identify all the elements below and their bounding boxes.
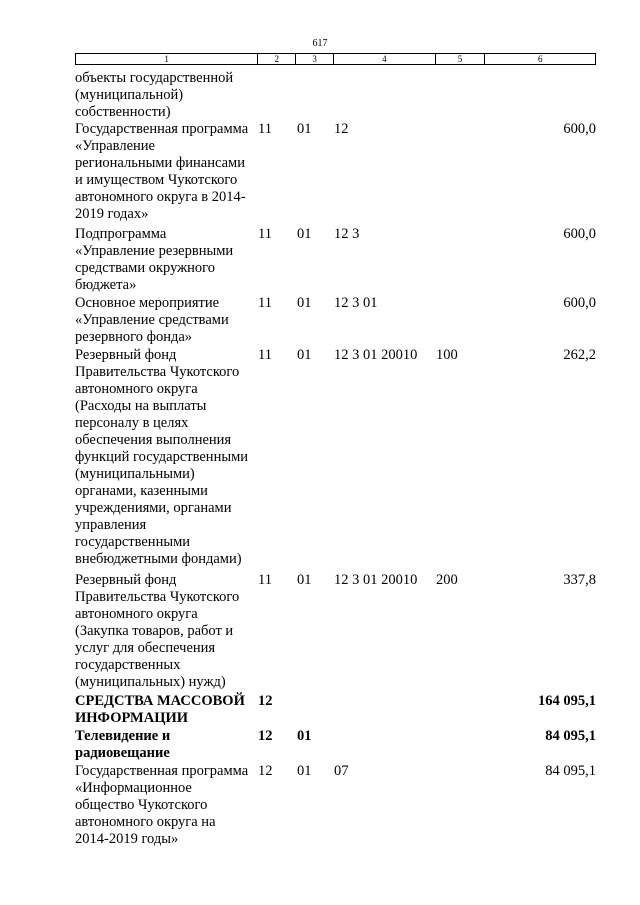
- header-col-3: 3: [296, 54, 334, 64]
- header-col-1: 1: [76, 54, 258, 64]
- row-subsection: 01: [297, 572, 312, 588]
- row-section: 11: [258, 295, 272, 311]
- row-section: 11: [258, 347, 272, 363]
- row-section: 12: [258, 728, 273, 744]
- row-name: Резервный фонд Правительства Чукотского автономного округа (Закупка товаров, работ и услуг для обеспечения государственных (муниципальных) нужд): [75, 572, 240, 690]
- row-amount: 84 095,1: [545, 763, 596, 779]
- row-name: Резервный фонд Правительства Чукотского автономного округа (Расходы на выплаты персоналу в целях обеспечения выполнения функций государственными (муниципальными) органами, казенными учреждениями, органами управления государственными внебюджетными фондами): [75, 347, 249, 567]
- row-amount: 600,0: [563, 226, 596, 242]
- row-subsection: 01: [297, 226, 312, 242]
- row-name: Основное мероприятие «Управление средствами резервного фонда»: [75, 295, 229, 345]
- row-amount: 600,0: [563, 121, 596, 137]
- header-col-6: 6: [537, 54, 543, 64]
- row-amount: 164 095,1: [538, 693, 596, 709]
- row-target-code: 07: [334, 763, 349, 779]
- row-subsection: 01: [297, 728, 312, 744]
- row-name: Подпрограмма «Управление резервными средствами окружного бюджета»: [75, 226, 234, 293]
- row-target-code: 12: [334, 121, 349, 137]
- row-name: Государственная программа «Информационное общество Чукотского автономного округа на 2014-2019 годы»: [75, 763, 249, 847]
- row-amount: 600,0: [563, 295, 596, 311]
- page-number: 617: [312, 38, 328, 49]
- row-amount: 84 095,1: [545, 728, 596, 744]
- row-expense-type: 100: [436, 347, 458, 363]
- row-name: объекты государственной (муниципальной) собственности): [75, 70, 234, 120]
- row-amount: 337,8: [563, 572, 596, 588]
- row-target-code: 12 3 01 20010: [334, 572, 418, 588]
- row-subsection: 01: [297, 347, 312, 363]
- header-col-5: 5: [436, 54, 486, 64]
- row-section: 12: [258, 693, 273, 709]
- row-amount: 262,2: [563, 347, 596, 363]
- row-name: Государственная программа «Управление региональными финансами и имуществом Чукотского автономного округа в 2014- 2019 годах»: [75, 121, 249, 222]
- row-target-code: 12 3 01: [334, 295, 378, 311]
- row-subsection: 01: [297, 763, 312, 779]
- row-name: СРЕДСТВА МАССОВОЙ ИНФОРМАЦИИ: [75, 693, 245, 726]
- header-col-4: 4: [334, 54, 436, 64]
- row-section: 11: [258, 572, 272, 588]
- row-section: 12: [258, 763, 273, 779]
- row-section: 11: [258, 226, 272, 242]
- row-subsection: 01: [297, 295, 312, 311]
- row-target-code: 12 3 01 20010: [334, 347, 418, 363]
- row-expense-type: 200: [436, 572, 458, 588]
- row-subsection: 01: [297, 121, 312, 137]
- row-target-code: 12 3: [334, 226, 360, 242]
- table-header: [75, 53, 596, 65]
- row-name: Телевидение и радиовещание: [75, 728, 171, 761]
- row-section: 11: [258, 121, 272, 137]
- header-col-2: 2: [258, 54, 296, 64]
